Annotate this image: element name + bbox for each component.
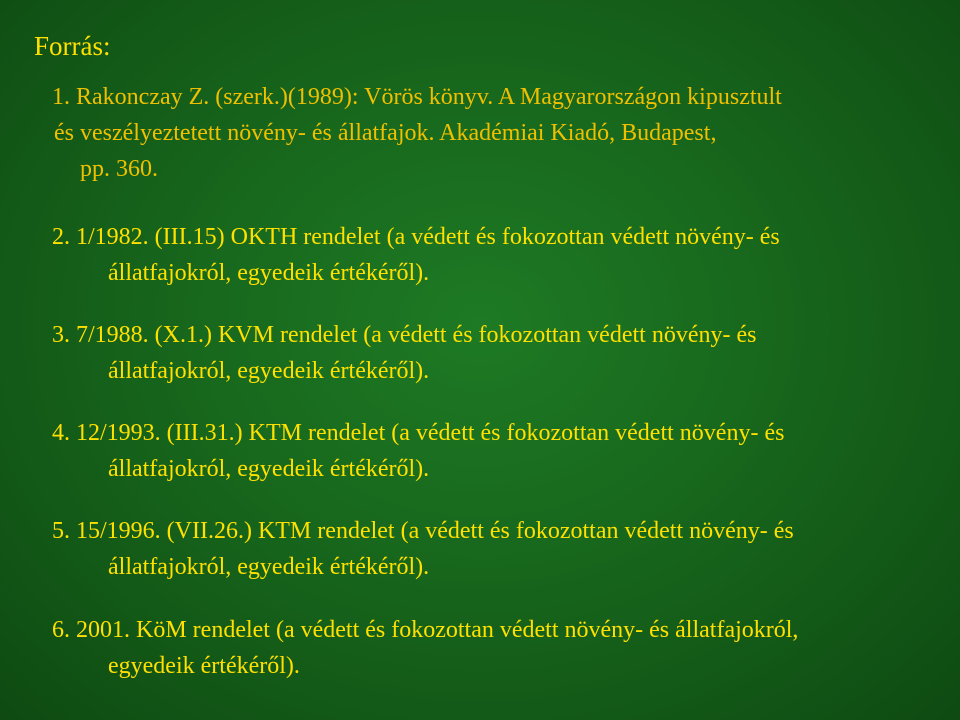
reference-1-line-1: 1. Rakonczay Z. (szerk.)(1989): Vörös könyv. A Magyarországon kipusztult	[52, 84, 782, 110]
reference-6	[52, 612, 798, 684]
reference-4	[52, 415, 784, 487]
reference-4-line-2: állatfajokról, egyedeik értékéről).	[108, 456, 430, 482]
reference-6-line-2: egyedeik értékéről).	[108, 653, 300, 679]
reference-6-line-1: 6. 2001. KöM rendelet (a védett és fokozottan védett növény- és állatfajokról,	[52, 617, 799, 643]
reference-3	[52, 317, 756, 389]
reference-3-line-1: 3. 7/1988. (X.1.) KVM rendelet (a védett és fokozottan védett növény- és	[52, 322, 757, 348]
reference-2	[52, 219, 780, 291]
reference-4-line-1: 4. 12/1993. (III.31.) KTM rendelet (a védett és fokozottan védett növény- és	[52, 420, 785, 446]
reference-1	[52, 79, 782, 187]
reference-5	[52, 513, 794, 585]
reference-5-line-2: állatfajokról, egyedeik értékéről).	[108, 554, 430, 580]
reference-3-line-2: állatfajokról, egyedeik értékéről).	[108, 358, 430, 384]
reference-1-line-2: és veszélyeztetett növény- és állatfajok. Akadémiai Kiadó, Budapest,	[54, 120, 717, 146]
reference-2-line-1: 2. 1/1982. (III.15) OKTH rendelet (a védett és fokozottan védett növény- és	[52, 224, 780, 250]
slide-title: Forrás:	[34, 31, 111, 61]
reference-5-line-1: 5. 15/1996. (VII.26.) KTM rendelet (a védett és fokozottan védett növény- és	[52, 518, 794, 544]
reference-1-line-3: pp. 360.	[80, 156, 158, 182]
reference-2-line-2: állatfajokról, egyedeik értékéről).	[108, 260, 430, 286]
